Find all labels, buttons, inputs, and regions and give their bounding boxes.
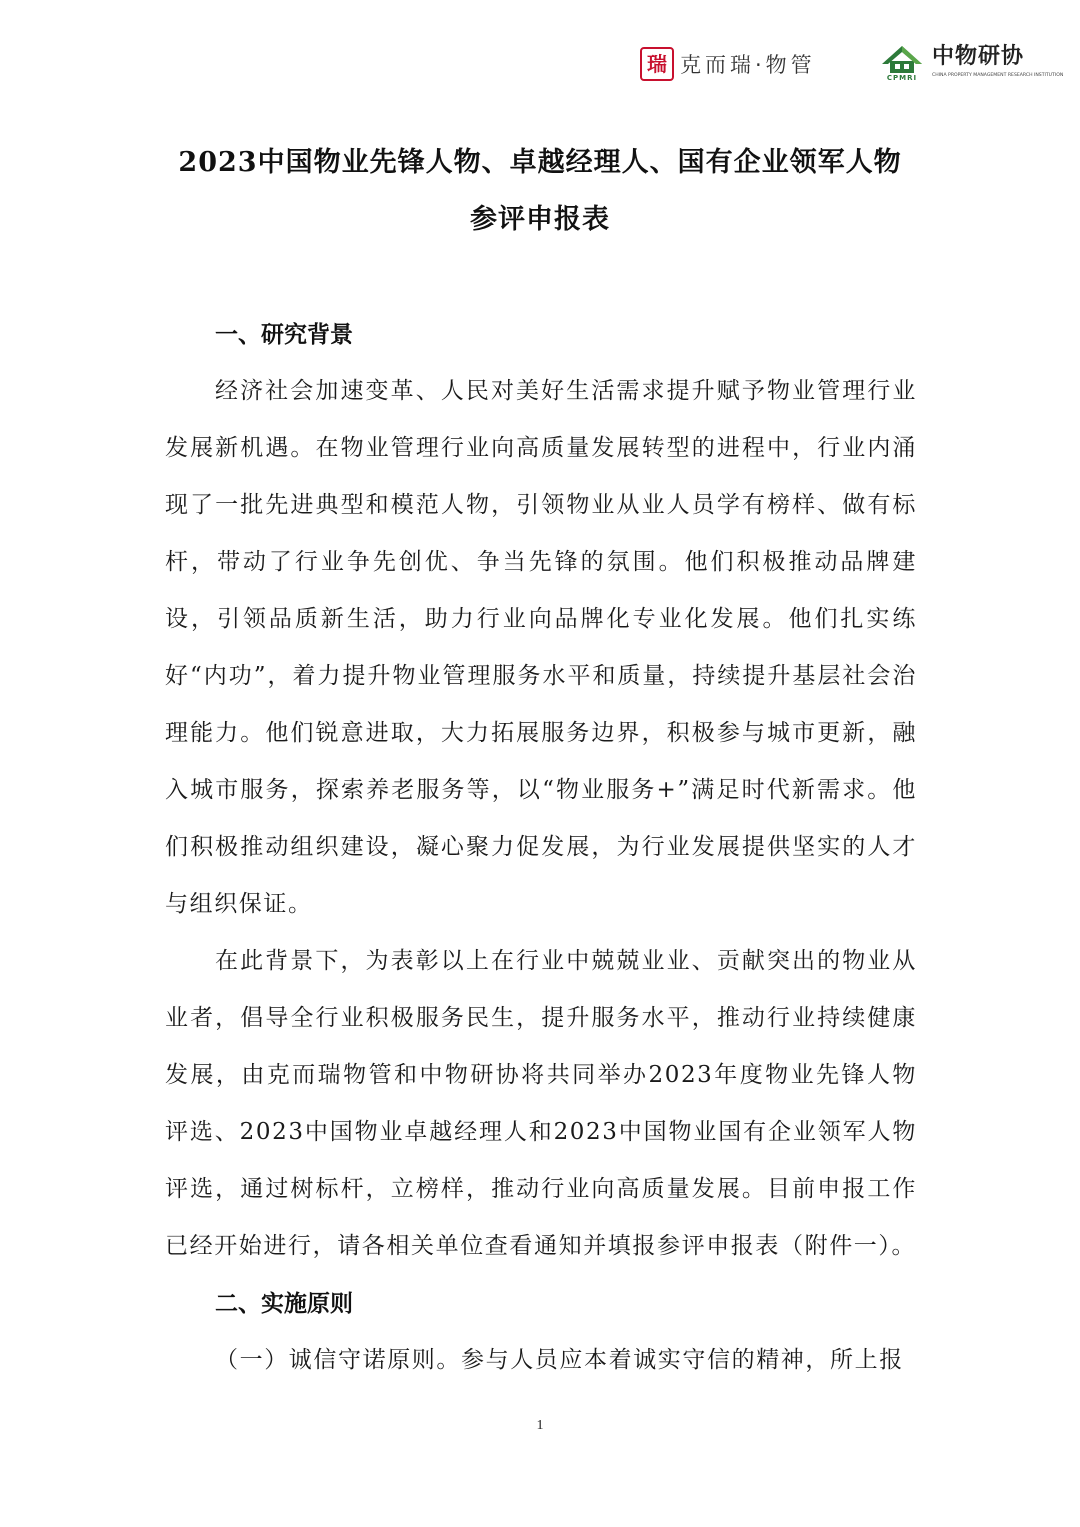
cpmri-logo-name: 中物研协 — [932, 44, 1025, 69]
cpmri-logo — [880, 44, 1063, 84]
cric-logo-name: 克而瑞·物管 — [680, 53, 816, 77]
paragraph-principles-1: （一）诚信守诺原则。参与人员应本着诚实守信的精神，所上报 — [215, 1347, 904, 1373]
section-heading-principles: 二、实施原则 — [215, 1290, 353, 1317]
document-title-line-2: 参评申报表 — [470, 204, 610, 235]
cric-logo — [640, 46, 816, 82]
paragraph-background-2: 在此背景下，为表彰以上在行业中兢兢业业、贡献突出的物业从业者，倡导全行业积极服务民生，提升服务水平，推动行业持续健康发展，由克而瑞物管和中物研协将共同举办2023年度物业先锋人物评选、2023中国物业卓越经理人和2023中国物业国有企业领军人物评选，通过树标杆，立榜样，推动行业向高质量发展。目前申报工作已经开始进行，请各相关单位查看通知并填报参评申报表（附件一）。 — [165, 948, 917, 1259]
paragraph-background-1: 经济社会加速变革、人民对美好生活需求提升赋予物业管理行业发展新机遇。在物业管理行业向高质量发展转型的进程中，行业内涌现了一批先进典型和模范人物，引领物业从业人员学有榜样、做有标杆，带动了行业争先创优、争当先锋的氛围。他们积极推动品牌建设，引领品质新生活，助力行业向品牌化专业化发展。他们扎实练好“内功”，着力提升物业管理服务水平和质量，持续提升基层社会治理能力。他们锐意进取，大力拓展服务边界，积极参与城市更新，融入城市服务，探索养老服务等，以“物业服务+”满足时代新需求。他们积极推动组织建设，凝心聚力促发展，为行业发展提供坚实的人才与组织保证。 — [165, 378, 917, 917]
document-body — [165, 306, 917, 1389]
section-heading-background: 一、研究背景 — [215, 321, 353, 348]
house-icon — [880, 44, 924, 84]
cpmri-abbr: CPMRI — [886, 74, 918, 82]
seal-icon: 瑞 — [640, 47, 674, 81]
document-title-line-1: 2023中国物业先锋人物、卓越经理人、国有企业领军人物 — [178, 147, 902, 178]
cpmri-logo-english: CHINA PROPERTY MANAGEMENT RESEARCH INSTITUTION — [932, 73, 1064, 78]
page-header — [0, 44, 1080, 84]
page-number: 1 — [536, 1418, 544, 1433]
